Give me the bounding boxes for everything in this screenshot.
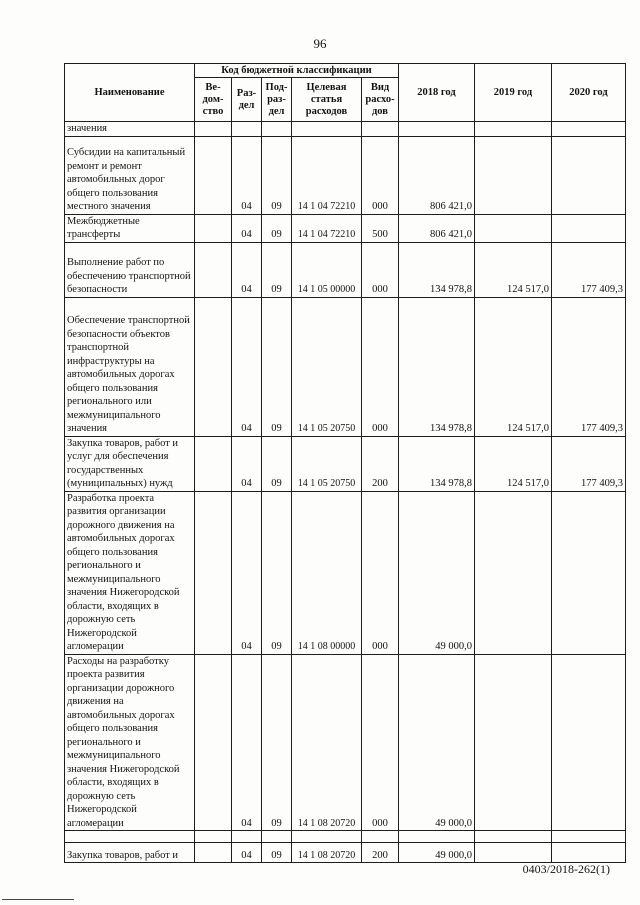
- row-podrazdel: 09: [262, 214, 292, 242]
- table-row: [65, 491, 626, 654]
- row-amount-2020: [552, 491, 626, 654]
- row-ved: [195, 122, 232, 137]
- col-header-podrazdel: Под-раз-дел: [262, 78, 292, 122]
- table-row: [65, 843, 626, 863]
- row-amount-2018: 806 421,0: [399, 214, 475, 242]
- col-header-target: Целевая статья расходов: [292, 78, 362, 122]
- row-vid: 000: [362, 654, 399, 831]
- row-razdel: 04: [232, 654, 262, 831]
- row-razdel: 04: [232, 214, 262, 242]
- row-amount-2018: [399, 122, 475, 137]
- row-target: 14 1 05 20750: [292, 436, 362, 491]
- table-row: [65, 831, 626, 843]
- col-group-header: Код бюджетной классификации: [195, 64, 399, 78]
- row-podrazdel: 09: [262, 136, 292, 214]
- row-amount-2018: [399, 831, 475, 843]
- row-amount-2020: [552, 122, 626, 137]
- row-amount-2018: 49 000,0: [399, 843, 475, 863]
- col-header-name: Наименование: [65, 64, 195, 122]
- row-podrazdel: [262, 831, 292, 843]
- row-ved: [195, 297, 232, 436]
- col-header-ved: Ве-дом-ство: [195, 78, 232, 122]
- row-amount-2020: 177 409,3: [552, 297, 626, 436]
- row-amount-2019: [475, 122, 552, 137]
- row-amount-2019: [475, 654, 552, 831]
- row-amount-2019: 124 517,0: [475, 242, 552, 297]
- budget-table: [64, 63, 626, 863]
- row-podrazdel: 09: [262, 491, 292, 654]
- row-razdel: 04: [232, 297, 262, 436]
- row-podrazdel: 09: [262, 654, 292, 831]
- row-name: Обеспечение транспортной безопасности объектов транспортной инфраструктуры на автомобильных дорогах общего пользования регионального или межмуниципального значения: [65, 297, 195, 436]
- row-name: Разработка проекта развития организации дорожного движения на автомобильных дорогах общего пользования регионального и межмуниципального значения Нижегородской области, входящих в дорожную сеть Нижегородской агломерации: [65, 491, 195, 654]
- row-name: Закупка товаров, работ и услуг для обеспечения государственных (муниципальных) нужд: [65, 436, 195, 491]
- row-vid: 500: [362, 214, 399, 242]
- row-amount-2018: 134 978,8: [399, 297, 475, 436]
- row-name: Выполнение работ по обеспечению транспортной безопасности: [65, 242, 195, 297]
- row-target: 14 1 08 00000: [292, 491, 362, 654]
- row-name: Закупка товаров, работ и: [65, 843, 195, 863]
- row-target: [292, 122, 362, 137]
- row-name: [65, 831, 195, 843]
- table-row: [65, 297, 626, 436]
- row-amount-2018: 134 978,8: [399, 242, 475, 297]
- row-vid: 000: [362, 136, 399, 214]
- row-amount-2020: 177 409,3: [552, 436, 626, 491]
- row-ved: [195, 136, 232, 214]
- row-target: 14 1 04 72210: [292, 214, 362, 242]
- row-amount-2020: [552, 214, 626, 242]
- row-vid: 000: [362, 242, 399, 297]
- row-podrazdel: 09: [262, 297, 292, 436]
- row-razdel: 04: [232, 242, 262, 297]
- table-row: [65, 214, 626, 242]
- row-amount-2018: 49 000,0: [399, 491, 475, 654]
- row-target: 14 1 04 72210: [292, 136, 362, 214]
- row-podrazdel: [262, 122, 292, 137]
- row-amount-2018: 134 978,8: [399, 436, 475, 491]
- row-vid: [362, 831, 399, 843]
- row-podrazdel: 09: [262, 843, 292, 863]
- row-amount-2020: [552, 654, 626, 831]
- col-header-razdel: Раз-дел: [232, 78, 262, 122]
- table-row: [65, 122, 626, 137]
- row-razdel: [232, 831, 262, 843]
- row-target: 14 1 05 00000: [292, 242, 362, 297]
- row-amount-2019: [475, 491, 552, 654]
- row-razdel: 04: [232, 843, 262, 863]
- row-amount-2019: [475, 831, 552, 843]
- row-amount-2020: [552, 831, 626, 843]
- page-number: 96: [313, 36, 327, 51]
- row-podrazdel: 09: [262, 242, 292, 297]
- row-vid: 000: [362, 491, 399, 654]
- col-header-2018: 2018 год: [399, 64, 475, 122]
- table-row: [65, 654, 626, 831]
- row-ved: [195, 831, 232, 843]
- row-amount-2018: 806 421,0: [399, 136, 475, 214]
- row-razdel: 04: [232, 136, 262, 214]
- row-target: 14 1 08 20720: [292, 654, 362, 831]
- row-vid: [362, 122, 399, 137]
- row-name: Расходы на разработку проекта развития организации дорожного движения на автомобильных дорогах общего пользования регионального и межмуниципального значения Нижегородской области, входящих в дорожную сеть Нижегородской агломерации: [65, 654, 195, 831]
- row-name: значения: [65, 122, 195, 137]
- table-row: [65, 136, 626, 214]
- row-podrazdel: 09: [262, 436, 292, 491]
- col-header-2020: 2020 год: [552, 64, 626, 122]
- row-name: Межбюджетные трансферты: [65, 214, 195, 242]
- row-amount-2019: 124 517,0: [475, 297, 552, 436]
- table-row: [65, 242, 626, 297]
- footer-rule: [2, 899, 74, 900]
- row-amount-2019: 124 517,0: [475, 436, 552, 491]
- row-name: Субсидии на капитальный ремонт и ремонт автомобильных дорог общего пользования местного значения: [65, 136, 195, 214]
- row-amount-2018: 49 000,0: [399, 654, 475, 831]
- row-ved: [195, 843, 232, 863]
- row-amount-2020: 177 409,3: [552, 242, 626, 297]
- row-amount-2020: [552, 843, 626, 863]
- col-header-2019: 2019 год: [475, 64, 552, 122]
- row-vid: 200: [362, 843, 399, 863]
- row-amount-2019: [475, 843, 552, 863]
- row-ved: [195, 242, 232, 297]
- row-ved: [195, 491, 232, 654]
- row-amount-2019: [475, 214, 552, 242]
- row-vid: 000: [362, 297, 399, 436]
- col-header-vid: Вид расхо-дов: [362, 78, 399, 122]
- row-amount-2019: [475, 136, 552, 214]
- row-target: 14 1 08 20720: [292, 843, 362, 863]
- row-ved: [195, 436, 232, 491]
- document-code: 0403/2018-262(1): [522, 862, 610, 876]
- row-ved: [195, 654, 232, 831]
- row-target: [292, 831, 362, 843]
- row-razdel: [232, 122, 262, 137]
- table-row: [65, 436, 626, 491]
- row-ved: [195, 214, 232, 242]
- row-razdel: 04: [232, 491, 262, 654]
- row-amount-2020: [552, 136, 626, 214]
- row-target: 14 1 05 20750: [292, 297, 362, 436]
- row-vid: 200: [362, 436, 399, 491]
- row-razdel: 04: [232, 436, 262, 491]
